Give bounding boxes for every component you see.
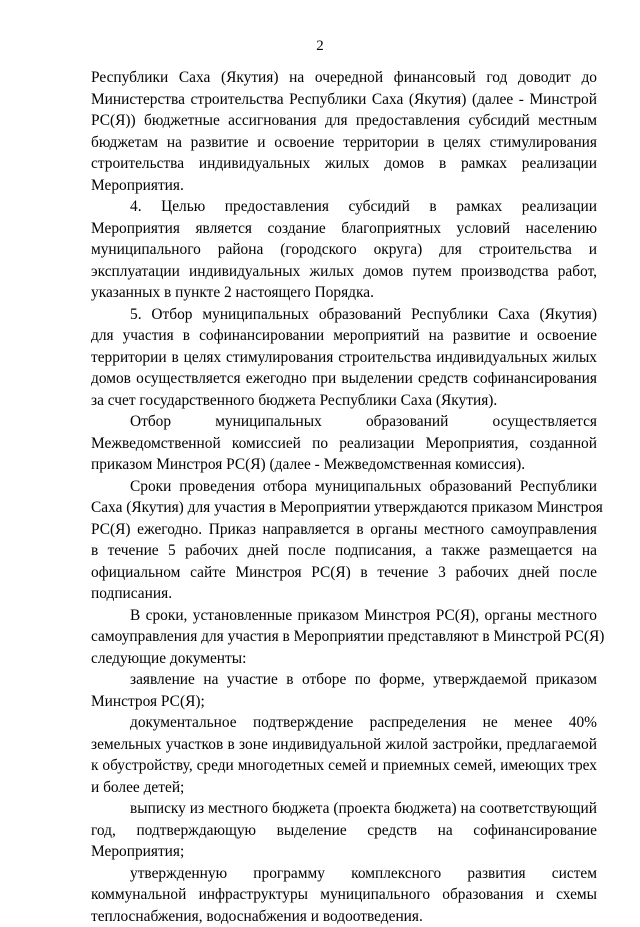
text-line: коммунальной инфраструктуры муниципального образования и схемы bbox=[91, 884, 597, 906]
text-line: документальное подтверждение распределения не менее 40% bbox=[91, 712, 597, 734]
text-line: теплоснабжения, водоснабжения и водоотведения. bbox=[91, 906, 597, 927]
text-line: Министерства строительства Республики Саха (Якутия) (далее - Минстрой bbox=[91, 89, 597, 111]
text-line: заявление на участие в отборе по форме, утверждаемой приказом bbox=[91, 669, 597, 691]
text-line: Мероприятия является создание благоприятных условий населению bbox=[91, 218, 597, 240]
text-line: Республики Саха (Якутия) на очередной финансовый год доводит до bbox=[91, 67, 597, 89]
paragraph-allocation bbox=[91, 67, 597, 196]
text-line: Отбор муниципальных образований осуществляется bbox=[91, 411, 597, 433]
text-line: за счет государственного бюджета Республики Саха (Якутия). bbox=[91, 390, 597, 412]
text-line: Мероприятия. bbox=[91, 175, 597, 197]
list-item-budget-extract bbox=[91, 798, 597, 863]
text-line: самоуправления для участия в Мероприятии представляют в Минстрой РС(Я) bbox=[91, 626, 597, 648]
document-body bbox=[91, 67, 597, 927]
text-line: Минстроя РС(Я); bbox=[91, 691, 597, 713]
list-item-land-distribution bbox=[91, 712, 597, 798]
text-line: Мероприятия; bbox=[91, 841, 597, 863]
text-line: земельных участков в зоне индивидуальной жилой застройки, предлагаемой bbox=[91, 734, 597, 756]
text-line: Межведомственной комиссией по реализации Мероприятия, созданной bbox=[91, 433, 597, 455]
text-line: официальном сайте Минстроя РС(Я) в течение 3 рабочих дней после bbox=[91, 562, 597, 584]
paragraph-selection-commission bbox=[91, 411, 597, 476]
text-line: В сроки, установленные приказом Минстроя РС(Я), органы местного bbox=[91, 605, 597, 627]
paragraph-item-4 bbox=[91, 196, 597, 304]
text-line: Саха (Якутия) для участия в Мероприятии утверждаются приказом Минстроя bbox=[91, 497, 597, 519]
text-line: для участия в софинансировании мероприятий на развитие и освоение bbox=[91, 325, 597, 347]
text-line: приказом Минстроя РС(Я) (далее - Межведомственная комиссия). bbox=[91, 454, 597, 476]
text-line: РС(Я)) бюджетные ассигнования для предоставления субсидий местным bbox=[91, 110, 597, 132]
text-line: эксплуатации индивидуальных жилых домов путем производства работ, bbox=[91, 261, 597, 283]
text-line: указанных в пункте 2 настоящего Порядка. bbox=[91, 282, 597, 304]
text-line: к обустройству, среди многодетных семей и приемных семей, имеющих трех bbox=[91, 755, 597, 777]
text-line: выписку из местного бюджета (проекта бюджета) на соответствующий bbox=[91, 798, 597, 820]
text-line: РС(Я) ежегодно. Приказ направляется в органы местного самоуправления bbox=[91, 519, 597, 541]
text-line: 4. Целью предоставления субсидий в рамках реализации bbox=[91, 196, 597, 218]
text-line: в течение 5 рабочих дней после подписания, а также размещается на bbox=[91, 540, 597, 562]
text-line: бюджетам на развитие и освоение территории в целях стимулирования bbox=[91, 132, 597, 154]
text-line: территории в целях стимулирования строительства индивидуальных жилых bbox=[91, 347, 597, 369]
text-line: и более детей; bbox=[91, 777, 597, 799]
paragraph-item-5 bbox=[91, 304, 597, 412]
text-line: муниципального района (городского округа) для строительства и bbox=[91, 239, 597, 261]
text-line: следующие документы: bbox=[91, 648, 597, 670]
list-item-application bbox=[91, 669, 597, 712]
list-item-infrastructure-program bbox=[91, 863, 597, 927]
text-line: утвержденную программу комплексного развития систем bbox=[91, 863, 597, 885]
text-line: домов осуществляется ежегодно при выделении средств софинансирования bbox=[91, 368, 597, 390]
paragraph-documents-intro bbox=[91, 605, 597, 670]
text-line: год, подтверждающую выделение средств на софинансирование bbox=[91, 820, 597, 842]
paragraph-selection-timing bbox=[91, 476, 597, 605]
text-line: Сроки проведения отбора муниципальных образований Республики bbox=[91, 476, 597, 498]
text-line: строительства индивидуальных жилых домов в рамках реализации bbox=[91, 153, 597, 175]
text-line: 5. Отбор муниципальных образований Республики Саха (Якутия) bbox=[91, 304, 597, 326]
page-number: 2 bbox=[0, 38, 640, 54]
text-line: подписания. bbox=[91, 583, 597, 605]
